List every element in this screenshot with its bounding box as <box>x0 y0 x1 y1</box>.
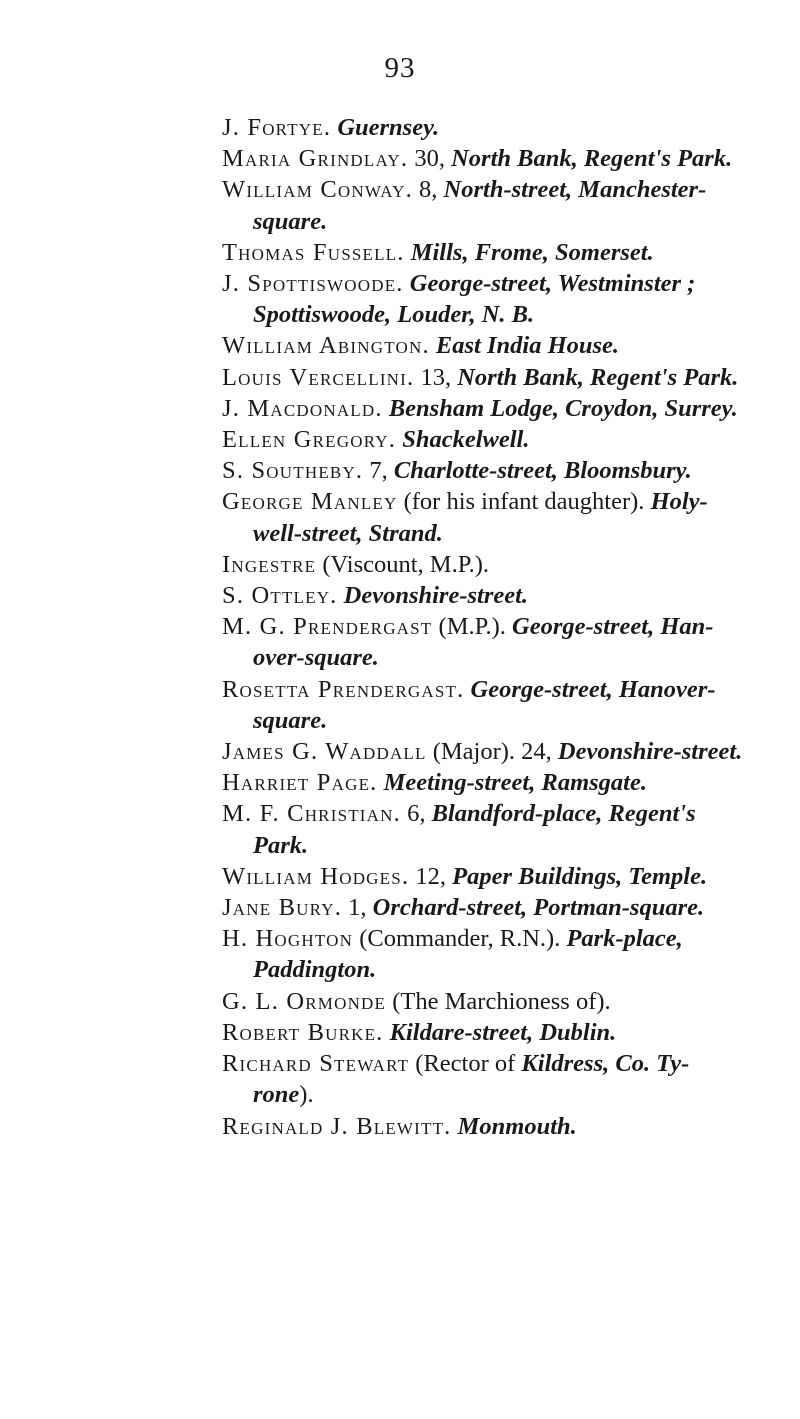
entry-text: (Commander, R.N.). <box>353 925 567 953</box>
entry-text: 6, <box>400 800 432 828</box>
entry-text: 7, <box>363 457 394 485</box>
entry-text: 12, <box>409 862 453 890</box>
list-item <box>222 268 782 330</box>
entry-continuation <box>222 705 782 736</box>
subscriber-address: Spottiswoode, Louder, N. B. <box>253 301 535 329</box>
subscriber-name: Harriet Page. <box>222 769 378 797</box>
subscriber-address: Paddington. <box>253 956 377 984</box>
subscriber-address: rone <box>253 1081 300 1109</box>
list-item <box>222 923 782 985</box>
subscriber-address: Holy- <box>650 488 708 516</box>
list-item <box>222 892 782 923</box>
subscriber-address: North-street, Manchester- <box>443 176 707 204</box>
subscriber-address: Kildare-street, Dublin. <box>389 1018 617 1046</box>
subscriber-address: Monmouth. <box>457 1112 577 1140</box>
list-item <box>222 424 782 455</box>
list-item <box>222 986 782 1017</box>
subscriber-name: James G. Waddall <box>222 738 427 766</box>
entry-text: (The Marchioness of). <box>386 987 611 1015</box>
list-item <box>222 1048 782 1110</box>
subscriber-name: Ingestre <box>222 550 317 578</box>
list-item <box>222 143 782 174</box>
subscriber-name: Louis Vercellini. <box>222 363 415 391</box>
page-number: 93 <box>384 52 416 84</box>
subscriber-address: over-square. <box>253 644 379 672</box>
subscriber-address: well-street, Strand. <box>253 519 443 547</box>
entry-text: (Rector of <box>409 1050 522 1078</box>
entry-text: ). <box>299 1081 314 1109</box>
subscriber-name: Jane Bury. <box>222 894 343 922</box>
subscriber-name: J. Macdonald. <box>222 394 383 422</box>
subscriber-name: William Abington. <box>222 332 430 360</box>
list-item <box>222 330 782 361</box>
subscriber-address: Devonshire-street. <box>343 582 529 610</box>
subscriber-name: J. Spottiswoode. <box>222 270 404 298</box>
entry-text: (for his infant daughter). <box>397 488 651 516</box>
entry-continuation <box>222 954 782 985</box>
subscriber-name: Richard Stewart <box>222 1050 410 1078</box>
subscriber-address: Park-place, <box>566 925 683 953</box>
list-item <box>222 174 782 236</box>
subscriber-name: G. L. Ormonde <box>222 987 387 1015</box>
list-item <box>222 362 782 393</box>
list-item <box>222 736 782 767</box>
subscriber-address: George-street, Hanover- <box>470 675 716 703</box>
list-item <box>222 455 782 486</box>
list-item <box>222 549 782 580</box>
subscriber-name: Thomas Fussell. <box>222 238 405 266</box>
subscriber-name: M. F. Christian. <box>222 800 401 828</box>
entry-continuation <box>222 642 782 673</box>
entry-text: (Major). 24, <box>426 738 558 766</box>
list-item <box>222 1111 782 1142</box>
subscriber-address: Paper Buildings, Temple. <box>452 862 708 890</box>
entry-text: 30, <box>408 145 452 173</box>
subscriber-name: Rosetta Prendergast. <box>222 675 465 703</box>
entry-continuation <box>222 299 782 330</box>
subscriber-address: Park. <box>253 831 309 859</box>
subscriber-name: Ellen Gregory. <box>222 426 397 454</box>
list-item <box>222 798 782 860</box>
entry-text: 1, <box>342 894 373 922</box>
subscriber-name: William Hodges. <box>222 862 410 890</box>
subscriber-address: Guernsey. <box>337 114 440 141</box>
subscriber-address: East India House. <box>435 332 620 360</box>
subscriber-address: Bensham Lodge, Croydon, Surrey. <box>388 394 738 422</box>
subscriber-address: square. <box>253 207 328 235</box>
subscriber-name: S. Ottley. <box>222 582 338 610</box>
subscriber-address: Shackelwell. <box>402 426 530 454</box>
entry-continuation <box>222 830 782 861</box>
subscriber-address: George-street, Han- <box>512 613 714 641</box>
subscriber-name: H. Hoghton <box>222 925 354 953</box>
subscriber-address: Charlotte-street, Bloomsbury. <box>393 457 692 485</box>
list-item <box>222 580 782 611</box>
subscriber-address: George-street, Westminster ; <box>409 270 696 298</box>
subscriber-name: George Manley <box>222 488 398 516</box>
subscriber-name: Reginald J. Blewitt. <box>222 1112 452 1140</box>
subscriber-address: Devonshire-street. <box>557 738 743 766</box>
subscriber-address: Kildress, Co. Ty- <box>521 1050 690 1078</box>
list-item <box>222 861 782 892</box>
subscriber-address: square. <box>253 706 328 734</box>
subscriber-name: S. Southeby. <box>222 457 364 485</box>
subscriber-list <box>222 112 782 1142</box>
subscriber-address: Orchard-street, Portman-square. <box>372 894 705 922</box>
list-item <box>222 237 782 268</box>
subscriber-address: Mills, Frome, Somerset. <box>410 238 654 266</box>
subscriber-address: North Bank, Regent's Park. <box>457 363 739 391</box>
entry-text: (M.P.). <box>432 613 513 641</box>
subscriber-name: J. Fortye. <box>222 114 332 141</box>
entry-text: 8, <box>412 176 444 204</box>
list-item <box>222 1017 782 1048</box>
list-item <box>222 393 782 424</box>
list-item <box>222 611 782 673</box>
subscriber-address: Blandford-place, Regent's <box>431 800 696 828</box>
entry-continuation <box>222 206 782 237</box>
list-item <box>222 486 782 548</box>
list-item <box>222 674 782 736</box>
subscriber-name: Maria Grindlay. <box>222 145 409 173</box>
entry-text: (Viscount, M.P.). <box>316 550 490 578</box>
subscriber-name: Robert Burke. <box>222 1018 384 1046</box>
list-item <box>222 767 782 798</box>
subscriber-address: North Bank, Regent's Park. <box>451 145 733 173</box>
list-item <box>222 112 782 143</box>
entry-text: 13, <box>414 363 458 391</box>
entry-continuation <box>222 518 782 549</box>
subscriber-name: William Conway. <box>222 176 413 204</box>
subscriber-address: Meeting-street, Ramsgate. <box>383 769 647 797</box>
entry-continuation <box>222 1079 782 1110</box>
subscriber-name: M. G. Prendergast <box>222 613 433 641</box>
